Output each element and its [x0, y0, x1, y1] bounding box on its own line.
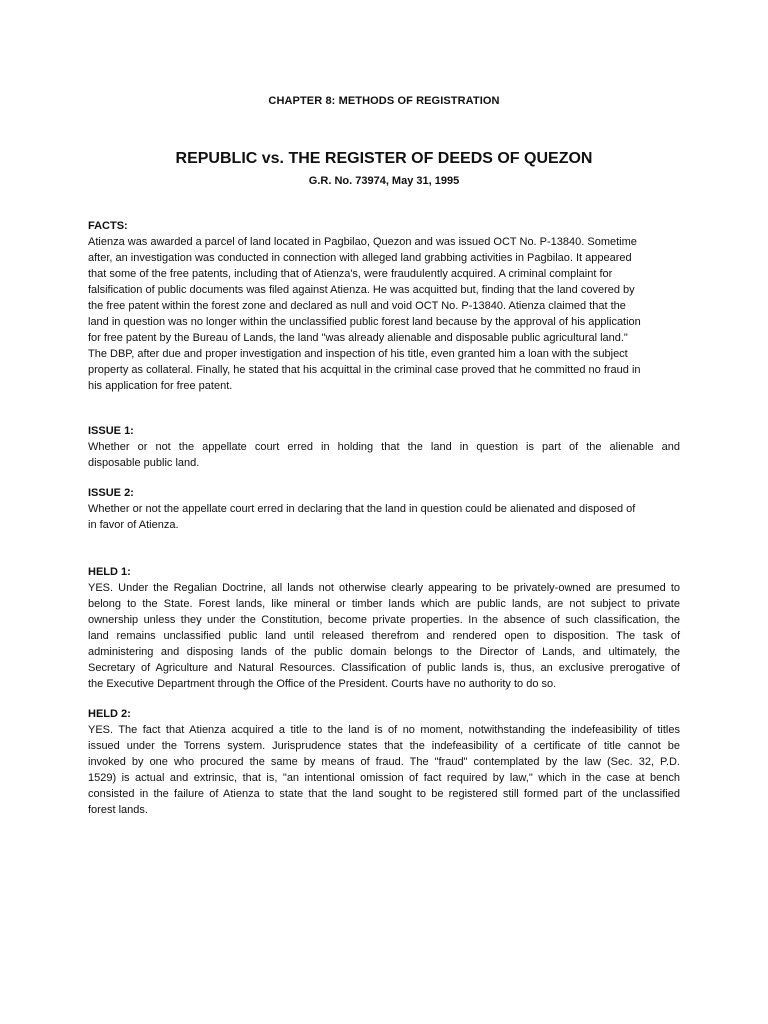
text-line: disposable public land. [88, 457, 200, 469]
text-line: The DBP, after due and proper investigation and inspection of his title, even granted him a loan with the subject [88, 348, 628, 360]
text-line: Atienza was awarded a parcel of land located in Pagbilao, Quezon and was issued OCT No. P-13840. Sometime [88, 236, 637, 248]
chapter-heading: CHAPTER 8: METHODS OF REGISTRATION [268, 95, 500, 107]
text-line: 1529) is actual and extrinsic, that is, "an intentional omission of fact required by law," which in the case at bench [88, 772, 680, 784]
text-line: YES. The fact that Atienza acquired a title to the land is of no moment, notwithstanding the indefeasibility of titles [88, 724, 680, 736]
text-line: falsification of public documents was filed against Atienza. He was acquitted but, finding that the land covered by [88, 284, 635, 296]
text-line: invoked by one who procured the same by means of fraud. The "fraud" contemplated by the law (Sec. 32, P.D. [88, 756, 680, 768]
text-line: for free patent by the Bureau of Lands, the land "was already alienable and disposable public agricultural land." [88, 332, 628, 344]
issue-1-section [88, 423, 680, 471]
issue-1-body [88, 439, 680, 471]
text-line: issued under the Torrens system. Jurisprudence states that the indefeasibility of a certificate of title cannot be [88, 740, 680, 752]
facts-section [88, 218, 680, 394]
text-line: YES. Under the Regalian Doctrine, all lands not otherwise clearly appearing to be privately-owned are presumed to [88, 582, 680, 594]
text-line: Whether or not the appellate court erred in declaring that the land in question could be alienated and disposed of [88, 503, 636, 515]
text-line: ownership unless they under the Constitution, become private properties. In the absence of such classification, the [88, 614, 680, 626]
text-line: consisted in the failure of Atienza to state that the land sought to be registered still formed part of the unclassified [88, 788, 680, 800]
text-line: his application for free patent. [88, 380, 233, 392]
text-line: land remains unclassified public land until released therefrom and rendered open to disposition. The task of [88, 630, 680, 642]
text-line: land in question was no longer within the unclassified public forest land because by the approval of his application [88, 316, 641, 328]
text-line: belong to the State. Forest lands, like mineral or timber lands which are public lands, are not subject to private [88, 598, 680, 610]
text-line: administering and disposing lands of the public domain belongs to the Director of Lands, and ultimately, the [88, 646, 680, 658]
held-2-heading: HELD 2: [88, 708, 131, 720]
text-line: after, an investigation was conducted in connection with alleged land grabbing activities in Pagbilao. It appeared [88, 252, 632, 264]
facts-heading: FACTS: [88, 220, 128, 232]
issue-2-section [88, 485, 680, 533]
text-line: in favor of Atienza. [88, 519, 179, 531]
held-1-body [88, 580, 680, 692]
held-1-heading: HELD 1: [88, 566, 131, 578]
case-reference: G.R. No. 73974, May 31, 1995 [308, 175, 460, 187]
issue-1-heading: ISSUE 1: [88, 425, 134, 437]
text-line: Secretary of Agriculture and Natural Resources. Classification of public lands is, thus, an exclusive prerogative of [88, 662, 680, 674]
case-title: REPUBLIC vs. THE REGISTER OF DEEDS OF QUEZON [175, 150, 593, 167]
text-line: the free patent within the forest zone and declared as null and void OCT No. P-13840. Atienza claimed that the [88, 300, 626, 312]
held-1-section [88, 564, 680, 692]
text-line: Whether or not the appellate court erred in holding that the land in question is part of the alienable and [88, 441, 680, 453]
held-2-body [88, 722, 680, 818]
issue-2-body [88, 501, 680, 533]
facts-body [88, 234, 680, 394]
text-line: that some of the free patents, including that of Atienza's, were fraudulently acquired. A criminal complaint for [88, 268, 613, 280]
text-line: the Executive Department through the Office of the President. Courts have no authority to do so. [88, 678, 557, 690]
text-line: property as collateral. Finally, he stated that his acquittal in the criminal case proved that he committed no fraud in [88, 364, 641, 376]
issue-2-heading: ISSUE 2: [88, 487, 134, 499]
text-line: forest lands. [88, 804, 148, 816]
held-2-section [88, 706, 680, 818]
